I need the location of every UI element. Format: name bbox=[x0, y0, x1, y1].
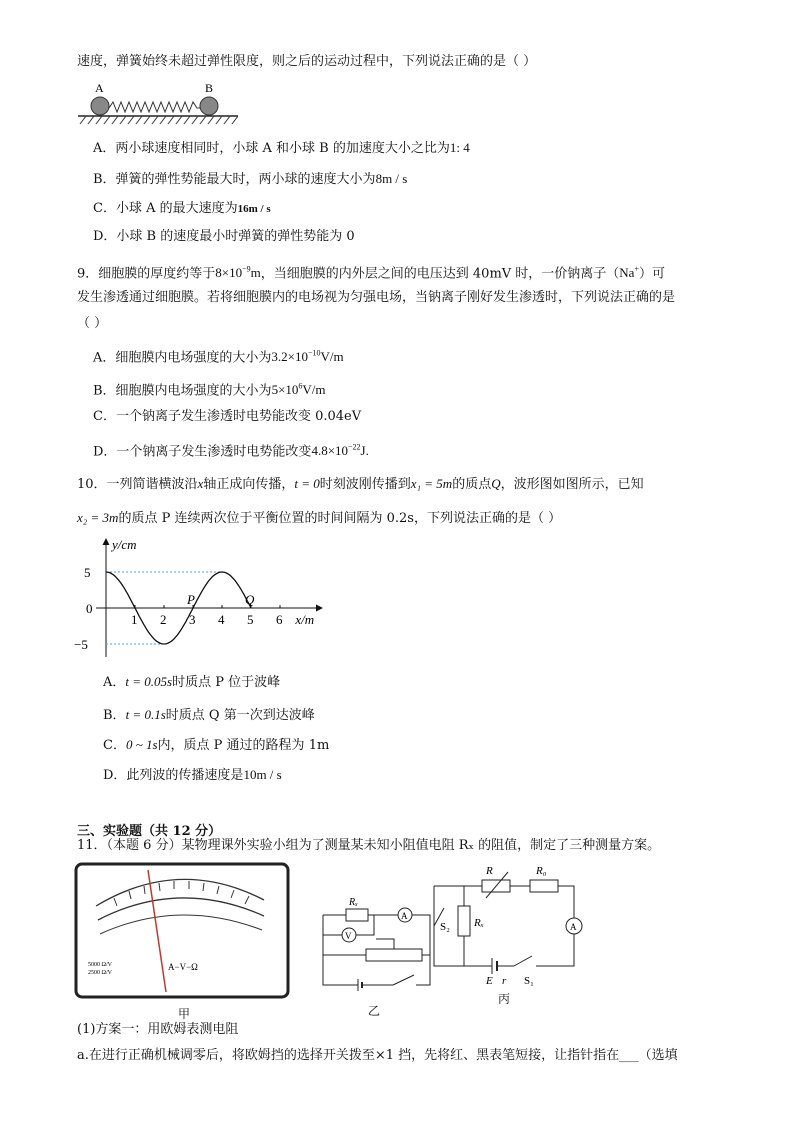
q10-option-c[interactable]: C．0 ~ 1s内，质点 P 通过的路程为 1m bbox=[103, 737, 330, 753]
meter-label: A−V−Ω bbox=[168, 962, 198, 972]
q9-option-d[interactable]: D．一个钠离子发生渗透时电势能改变$4.8\times 10^{-22}J$. bbox=[93, 443, 369, 460]
q9-option-b[interactable]: B．细胞膜内电场强度的大小为$5\times 10^6V/m$ bbox=[93, 382, 326, 399]
q9-line1-b: ，当细胞膜的内外层之间的电压达到 40mV 时，一价钠离子（ bbox=[260, 266, 620, 282]
circuit-bing-rx: Rₓ bbox=[474, 917, 484, 929]
q8-option-b[interactable] bbox=[93, 171, 407, 188]
x-tick-label-4: 4 bbox=[218, 612, 225, 627]
q9-line1 bbox=[77, 262, 665, 282]
x-tick-label-2: 2 bbox=[160, 612, 167, 627]
q9-option-c[interactable]: C．一个钠离子发生渗透时电势能改变 0.04eV bbox=[93, 409, 362, 424]
q8-option-c[interactable] bbox=[93, 201, 271, 217]
x-tick-label-5: 5 bbox=[247, 612, 254, 627]
q8-option-d-label: D．小球 B 的速度最小时弹簧的弹性势能为 0 bbox=[93, 229, 355, 244]
q10-option-a[interactable]: A．t = 0.05s时质点 P 位于波峰 bbox=[103, 674, 281, 690]
q8-stem-tail: 速度，弹簧始终未超过弹性限度，则之后的运动过程中，下列说法正确的是（ ） bbox=[77, 54, 537, 69]
plan1-title: (1)方案一：用欧姆表测电阻 bbox=[77, 1022, 239, 1037]
section-heading: 三、实验题（共 12 分） bbox=[77, 824, 222, 839]
q8-option-b-label: B．弹簧的弹性势能最大时，两小球的速度大小为 bbox=[93, 172, 376, 187]
svg-text:5000 Ω/V: 5000 Ω/V bbox=[88, 962, 112, 968]
q8-option-b-value: 8m / s bbox=[375, 171, 408, 186]
y-axis-label: y/cm bbox=[112, 537, 137, 552]
multimeter-figure bbox=[74, 862, 294, 1012]
circuit-bing-s2: S₂ bbox=[440, 921, 450, 933]
ball-a-label: A bbox=[95, 81, 104, 95]
x-tick-label-1: 1 bbox=[131, 612, 138, 627]
q10-option-d[interactable]: D．此列波的传播速度是10m / s bbox=[103, 767, 282, 783]
point-label-P: P bbox=[187, 592, 195, 607]
circuit-yi-rx: Rₓ bbox=[349, 897, 358, 908]
circuit-yi bbox=[318, 893, 436, 998]
fig-label-jia: 甲 bbox=[178, 1007, 191, 1021]
q10-line2: x₂ = 3m的质点 P 连续两次位于平衡位置的时间间隔为 0.2s，下列说法正确的是（ ） bbox=[77, 510, 562, 526]
q8-option-a-label: A．两小球速度相同时，小球 A 和小球 B 的加速度大小之比为 bbox=[93, 141, 450, 156]
x-tick-label-3: 3 bbox=[189, 612, 196, 627]
point-label-Q: Q bbox=[245, 592, 255, 607]
q8-option-a-value: 1: 4 bbox=[449, 140, 470, 155]
fig-label-bing: 丙 bbox=[498, 992, 511, 1006]
q9-option-a[interactable]: A．细胞膜内电场强度的大小为$3.2\times 10^{-10}V/m$ bbox=[93, 349, 344, 366]
q8-option-d[interactable] bbox=[93, 229, 355, 245]
x-axis-label: x/m bbox=[295, 612, 315, 627]
circuit-bing-s1: S₁ bbox=[524, 975, 534, 987]
circuit-bing-e: E bbox=[486, 975, 493, 987]
q9-line1-a: 9．细胞膜的厚度约等于 bbox=[77, 266, 216, 282]
q9-line1-c: ）可 bbox=[638, 266, 665, 282]
y-tick-label-0: 5 bbox=[84, 565, 91, 580]
q9-thickness-value bbox=[215, 265, 260, 280]
q8-option-a[interactable] bbox=[93, 140, 470, 157]
q8-spring-figure bbox=[78, 80, 238, 128]
q9-thickness-exp: −9 bbox=[242, 265, 251, 274]
q10-option-b[interactable]: B．t = 0.1s时质点 Q 第一次到达波峰 bbox=[103, 707, 315, 723]
q9-thickness-unit: m bbox=[250, 265, 261, 281]
q8-option-c-label: C．小球 A 的最大速度为 bbox=[93, 201, 238, 216]
x-tick-label-6: 6 bbox=[276, 612, 283, 627]
circuit-yi-voltmeter: V bbox=[345, 931, 352, 941]
circuit-bing-r: R bbox=[486, 865, 493, 877]
fig-label-yi: 乙 bbox=[368, 1004, 381, 1018]
q9-thickness-base: 8×10 bbox=[215, 265, 243, 281]
q9-line2: 发生渗透通过细胞膜。若将细胞膜内的电场视为匀强电场，当钠离子刚好发生渗透时，下列说法正确的是 bbox=[77, 290, 676, 305]
circuit-bing-r0: R₀ bbox=[536, 865, 547, 877]
q8-option-c-value: 16m / s bbox=[237, 203, 271, 215]
spring bbox=[109, 102, 200, 112]
circuit-bing-ammeter: A bbox=[570, 922, 577, 932]
ball-a bbox=[91, 97, 109, 115]
circuit-bing-r-internal: r bbox=[502, 975, 507, 987]
y-tick-label-2: −5 bbox=[74, 637, 88, 652]
plan1-a: a.在进行正确机械调零后，将欧姆挡的选择开关拨至×1 挡，先将红、黑表笔短接，让指针指在___（选填 bbox=[77, 1048, 678, 1063]
q9-line3: （ ） bbox=[77, 316, 108, 331]
ball-b bbox=[200, 97, 218, 115]
circuit-yi-ammeter: A bbox=[401, 911, 408, 921]
q11-line: 11．（本题 6 分）某物理课外实验小组为了测量某未知小阻值电阻 Rₓ 的阻值，制定了三种测量方案。 bbox=[77, 838, 661, 853]
y-tick-label-1: 0 bbox=[86, 601, 93, 616]
q10-line1: 10．一列简谐横波沿x轴正成向传播，t = 0时刻波刚传播到x₁ = 5m的质点Q，波形图如图所示，已知 bbox=[77, 476, 644, 492]
q9-ion: Na+ bbox=[619, 265, 639, 281]
ball-b-label: B bbox=[205, 81, 214, 95]
q10-wave-chart bbox=[70, 535, 335, 663]
ground-hatch bbox=[80, 116, 238, 124]
svg-text:2500 Ω/V: 2500 Ω/V bbox=[88, 970, 112, 976]
circuit-bing bbox=[424, 858, 584, 988]
